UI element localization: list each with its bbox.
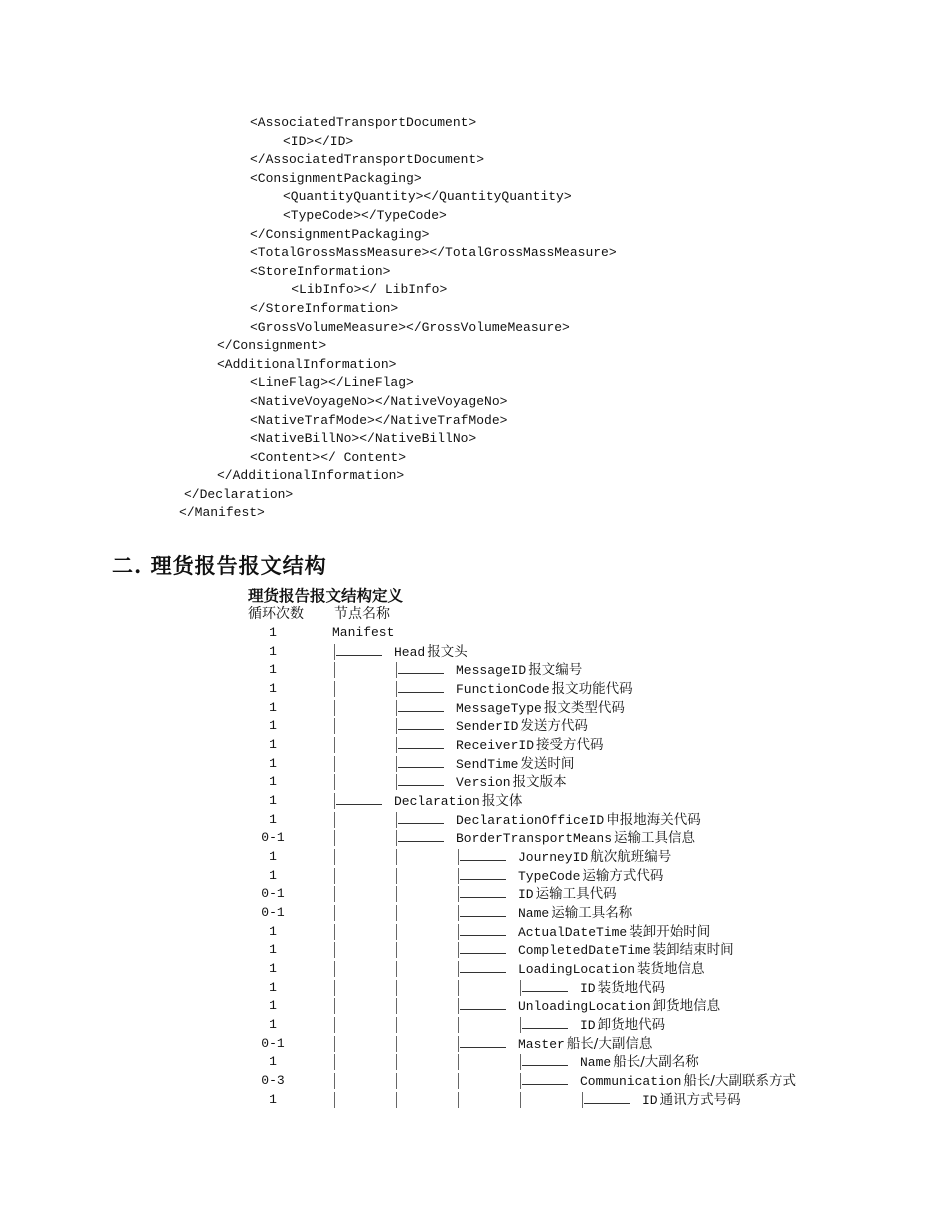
node-element-name: CompletedDateTime: [518, 943, 651, 959]
tree-branch-line: [458, 942, 459, 958]
tree-branch-line: [396, 1017, 397, 1033]
node-element-name: MessageID: [456, 663, 527, 679]
xml-line: [0, 151, 950, 170]
tree-branch-line: [520, 1017, 521, 1033]
tree-connector-line: [460, 972, 506, 973]
xml-line: [0, 263, 950, 282]
node-description: 运输方式代码: [582, 867, 664, 884]
loop-count: 1: [269, 718, 277, 734]
tree-branch-line: [334, 793, 335, 809]
node-description: 航次航班编号: [590, 849, 672, 866]
tree-branch-line: [458, 961, 459, 977]
node-description: 船长/大副联系方式: [683, 1073, 796, 1090]
tree-node: [518, 1035, 652, 1055]
tree-branch-line: [334, 886, 335, 902]
node-description: 船长/大副信息: [566, 1035, 653, 1052]
loop-count: 1: [269, 737, 277, 753]
tree-node: [456, 755, 574, 775]
tree-branch-line: [396, 924, 397, 940]
node-description: 卸货地信息: [652, 998, 721, 1015]
tree-branch-line: [458, 905, 459, 921]
tree-branch-line: [396, 1054, 397, 1070]
tree-branch-line: [520, 980, 521, 996]
structure-definition-title: 理货报告报文结构定义: [248, 586, 404, 605]
node-description: 报文功能代码: [551, 681, 633, 698]
tree-branch-line: [396, 774, 397, 790]
xml-line: [0, 374, 950, 393]
xml-line: [0, 244, 950, 263]
tree-node: [518, 960, 705, 980]
node-element-name: ReceiverID: [456, 738, 535, 754]
xml-line-text: </Manifest>: [179, 505, 265, 521]
tree-branch-line: [396, 905, 397, 921]
tree-node: [518, 867, 663, 887]
xml-line: [0, 281, 950, 300]
xml-line: [0, 412, 950, 431]
node-description: 运输工具名称: [551, 905, 633, 922]
tree-row: [0, 885, 950, 904]
tree-node: [456, 773, 567, 793]
node-description: 报文编号: [528, 662, 583, 679]
loop-count: 1: [269, 625, 277, 640]
loop-count: 1: [269, 961, 277, 977]
tree-row: [0, 661, 950, 680]
tree-branch-line: [396, 718, 397, 734]
node-element-name: Name: [518, 906, 550, 922]
xml-line-text: <ConsignmentPackaging>: [250, 170, 422, 186]
tree-node: [456, 661, 582, 681]
tree-branch-line: [520, 1054, 521, 1070]
tree-row: [0, 717, 950, 736]
tree-connector-line: [522, 991, 568, 992]
xml-line-text: <AssociatedTransportDocument>: [250, 115, 477, 130]
tree-branch-line: [396, 942, 397, 958]
tree-branch-line: [334, 737, 335, 753]
tree-branch-line: [458, 1054, 459, 1070]
loop-count: 0-3: [261, 1073, 285, 1089]
tree-connector-line: [336, 655, 382, 656]
tree-node: [456, 699, 625, 719]
node-description: 报文类型代码: [543, 699, 625, 716]
tree-row: [0, 792, 950, 811]
xml-line-text: </StoreInformation>: [250, 300, 399, 316]
tree-connector-line: [522, 1028, 568, 1029]
node-element-name: Head: [394, 644, 426, 660]
node-element-name: Manifest: [332, 625, 395, 640]
loop-count: 1: [269, 811, 277, 827]
tree-branch-line: [396, 1092, 397, 1108]
tree-node: [518, 904, 632, 924]
tree-connector-line: [336, 804, 382, 805]
node-element-name: MessageType: [456, 700, 542, 716]
node-description: 装卸结束时间: [652, 942, 734, 959]
loop-count: 1: [269, 793, 277, 809]
xml-line: [0, 430, 950, 449]
node-element-name: Version: [456, 775, 511, 791]
tree-row: [0, 960, 950, 979]
tree-row: [0, 923, 950, 942]
xml-line: [0, 207, 950, 226]
node-element-name: BorderTransportMeans: [456, 831, 613, 847]
tree-branch-line: [334, 756, 335, 772]
node-description: 卸货地代码: [597, 1017, 666, 1034]
tree-branch-line: [396, 737, 397, 753]
node-description: 报文版本: [512, 774, 567, 791]
xml-line: [0, 319, 950, 338]
tree-connector-line: [398, 673, 444, 674]
loop-count: 1: [269, 699, 277, 715]
tree-node: [518, 941, 734, 961]
tree-connector-line: [584, 1103, 630, 1104]
tree-connector-line: [460, 1047, 506, 1048]
node-name-header: 节点名称: [334, 607, 390, 622]
xml-line: [0, 188, 950, 207]
tree-branch-line: [458, 1036, 459, 1052]
tree-row: [0, 1035, 950, 1054]
xml-line: [0, 504, 950, 523]
node-description: 装货地代码: [597, 979, 666, 996]
node-description: 报文头: [427, 643, 468, 660]
node-description: 装卸开始时间: [629, 923, 711, 940]
xml-line: [0, 356, 950, 375]
loop-count: 1: [269, 1017, 277, 1033]
loop-count: 1: [269, 662, 277, 678]
node-element-name: FunctionCode: [456, 682, 550, 698]
xml-line-text: </AdditionalInformation>: [217, 468, 405, 484]
loop-count: 1: [269, 979, 277, 995]
tree-row: [0, 848, 950, 867]
xml-line-text: <QuantityQuantity></QuantityQuantity>: [283, 189, 572, 205]
xml-line-text: <NativeBillNo></NativeBillNo>: [250, 431, 477, 447]
tree-node: [456, 717, 588, 737]
tree-branch-line: [396, 662, 397, 678]
tree-node: [518, 848, 671, 868]
node-element-name: JourneyID: [518, 850, 589, 866]
xml-line: [0, 114, 950, 133]
xml-line: [0, 133, 950, 152]
tree-row: [0, 736, 950, 755]
xml-line-text: <StoreInformation>: [250, 263, 391, 279]
xml-line: [0, 449, 950, 468]
tree-branch-line: [396, 700, 397, 716]
xml-line-text: <TypeCode></TypeCode>: [283, 207, 447, 223]
tree-node: [518, 997, 720, 1017]
node-description: 发送时间: [520, 755, 575, 772]
tree-connector-line: [398, 711, 444, 712]
tree-branch-line: [334, 662, 335, 678]
tree-branch-line: [396, 812, 397, 828]
node-description: 申报地海关代码: [606, 811, 701, 828]
tree-connector-line: [460, 916, 506, 917]
loop-count: 1: [269, 774, 277, 790]
tree-connector-line: [460, 1009, 506, 1010]
node-element-name: SendTime: [456, 756, 519, 772]
tree-branch-line: [334, 1017, 335, 1033]
tree-branch-line: [396, 681, 397, 697]
loop-count: 1: [269, 998, 277, 1014]
xml-line-text: <TotalGrossMassMeasure></TotalGrossMassMeasure>: [250, 245, 617, 261]
xml-line: [0, 467, 950, 486]
xml-line-text: <LineFlag></LineFlag>: [250, 375, 414, 391]
tree-branch-line: [334, 942, 335, 958]
tree-branch-line: [458, 1073, 459, 1089]
node-element-name: ID: [642, 1092, 658, 1108]
loop-count-header: 循环次数: [248, 607, 304, 622]
node-element-name: TypeCode: [518, 868, 581, 884]
node-description: 运输工具代码: [535, 886, 617, 903]
xml-line-text: <GrossVolumeMeasure></GrossVolumeMeasure>: [250, 319, 570, 335]
tree-branch-line: [396, 1036, 397, 1052]
tree-row: [0, 867, 950, 886]
node-element-name: LoadingLocation: [518, 962, 636, 978]
node-description: 通讯方式号码: [659, 1091, 741, 1108]
node-description: 船长/大副名称: [613, 1054, 699, 1071]
tree-node: [456, 736, 604, 756]
tree-branch-line: [396, 998, 397, 1014]
xml-code-block: [0, 114, 950, 523]
message-structure-tree: [0, 624, 950, 1109]
loop-count: 1: [269, 849, 277, 865]
tree-branch-line: [396, 868, 397, 884]
node-element-name: UnloadingLocation: [518, 999, 651, 1015]
tree-row: [0, 811, 950, 830]
xml-line-text: <NativeVoyageNo></NativeVoyageNo>: [250, 393, 508, 409]
tree-branch-line: [334, 700, 335, 716]
tree-branch-line: [458, 886, 459, 902]
tree-branch-line: [582, 1092, 583, 1108]
loop-count: 1: [269, 643, 277, 659]
tree-branch-line: [458, 868, 459, 884]
xml-line-text: <AdditionalInformation>: [217, 356, 397, 372]
xml-line-text: </Consignment>: [217, 338, 327, 354]
loop-count: 0-1: [261, 886, 285, 902]
tree-branch-line: [334, 961, 335, 977]
tree-connector-line: [460, 860, 506, 861]
tree-row: [0, 624, 950, 643]
tree-row: [0, 773, 950, 792]
tree-row: [0, 997, 950, 1016]
tree-branch-line: [334, 924, 335, 940]
xml-line-text: </AssociatedTransportDocument>: [250, 152, 485, 168]
tree-row: [0, 643, 950, 662]
tree-row: [0, 1053, 950, 1072]
tree-branch-line: [334, 681, 335, 697]
tree-row: [0, 1091, 950, 1110]
tree-branch-line: [396, 886, 397, 902]
tree-row: [0, 699, 950, 718]
tree-branch-line: [458, 980, 459, 996]
tree-connector-line: [398, 748, 444, 749]
xml-line-text: <NativeTrafMode></NativeTrafMode>: [250, 412, 508, 428]
loop-count: 0-1: [261, 905, 285, 921]
tree-branch-line: [334, 868, 335, 884]
tree-connector-line: [398, 692, 444, 693]
xml-line: [0, 300, 950, 319]
loop-count: 1: [269, 923, 277, 939]
tree-connector-line: [398, 767, 444, 768]
tree-branch-line: [334, 1054, 335, 1070]
node-element-name: ID: [580, 980, 596, 996]
node-element-name: ID: [580, 1018, 596, 1034]
node-description: 装货地信息: [637, 961, 705, 978]
tree-connector-line: [398, 785, 444, 786]
tree-branch-line: [334, 830, 335, 846]
tree-branch-line: [334, 980, 335, 996]
tree-row: [0, 1072, 950, 1091]
tree-node: [456, 811, 701, 831]
tree-connector-line: [398, 729, 444, 730]
tree-branch-line: [458, 1017, 459, 1033]
xml-line-text: </Declaration>: [184, 486, 294, 502]
tree-branch-line: [396, 961, 397, 977]
tree-row: [0, 829, 950, 848]
loop-count: 1: [269, 1054, 277, 1070]
xml-line-text: </ConsignmentPackaging>: [250, 226, 430, 242]
tree-node: [580, 1053, 699, 1073]
xml-line-text: <ID></ID>: [283, 133, 354, 149]
node-element-name: ActualDateTime: [518, 924, 628, 940]
tree-branch-line: [334, 1036, 335, 1052]
tree-node: [518, 885, 617, 905]
tree-branch-line: [396, 830, 397, 846]
tree-branch-line: [520, 1092, 521, 1108]
tree-connector-line: [460, 897, 506, 898]
loop-count: 1: [269, 867, 277, 883]
node-description: 运输工具信息: [614, 830, 696, 847]
tree-branch-line: [396, 980, 397, 996]
tree-branch-line: [334, 812, 335, 828]
tree-branch-line: [334, 998, 335, 1014]
tree-node: [332, 624, 394, 643]
node-element-name: Name: [580, 1055, 612, 1071]
tree-node: [394, 792, 522, 812]
tree-branch-line: [334, 644, 335, 660]
tree-branch-line: [334, 1092, 335, 1108]
tree-column-headers: [0, 605, 950, 624]
tree-branch-line: [396, 1073, 397, 1089]
tree-branch-line: [458, 1092, 459, 1108]
loop-count: 1: [269, 681, 277, 697]
tree-node: [518, 923, 710, 943]
tree-row: [0, 755, 950, 774]
tree-row: [0, 941, 950, 960]
node-element-name: DeclarationOfficeID: [456, 812, 605, 828]
tree-node: [456, 680, 633, 700]
loop-count: 1: [269, 755, 277, 771]
tree-node: [394, 643, 468, 663]
tree-branch-line: [334, 849, 335, 865]
tree-node: [456, 829, 695, 849]
node-element-name: Declaration: [394, 794, 480, 810]
node-element-name: Master: [518, 1036, 565, 1052]
tree-branch-line: [334, 718, 335, 734]
section-heading: 二. 理货报告报文结构: [112, 553, 327, 578]
tree-row: [0, 680, 950, 699]
tree-connector-line: [522, 1084, 568, 1085]
tree-row: [0, 1016, 950, 1035]
tree-connector-line: [460, 953, 506, 954]
node-element-name: SenderID: [456, 719, 519, 735]
node-description: 接受方代码: [536, 737, 604, 754]
tree-row: [0, 979, 950, 998]
xml-line: [0, 226, 950, 245]
xml-line: [0, 170, 950, 189]
tree-node: [580, 1072, 796, 1092]
tree-branch-line: [334, 1073, 335, 1089]
xml-line: [0, 486, 950, 505]
xml-line: [0, 393, 950, 412]
tree-branch-line: [334, 905, 335, 921]
tree-branch-line: [396, 756, 397, 772]
node-element-name: Communication: [580, 1074, 682, 1090]
tree-branch-line: [520, 1073, 521, 1089]
tree-node: [642, 1091, 741, 1111]
tree-branch-line: [458, 998, 459, 1014]
tree-branch-line: [458, 849, 459, 865]
tree-connector-line: [398, 841, 444, 842]
xml-line-text: <Content></ Content>: [250, 449, 407, 465]
loop-count: 0-1: [261, 830, 285, 846]
tree-branch-line: [334, 774, 335, 790]
tree-node: [580, 979, 665, 999]
loop-count: 1: [269, 1091, 277, 1107]
node-description: 报文体: [481, 793, 523, 810]
xml-line: [0, 337, 950, 356]
tree-connector-line: [398, 823, 444, 824]
xml-line-text: <LibInfo></ LibInfo>: [291, 282, 448, 298]
tree-branch-line: [458, 924, 459, 940]
tree-branch-line: [396, 849, 397, 865]
loop-count: 0-1: [261, 1035, 285, 1051]
tree-node: [580, 1016, 665, 1036]
node-description: 发送方代码: [520, 718, 588, 735]
loop-count: 1: [269, 942, 277, 958]
tree-row: [0, 904, 950, 923]
tree-connector-line: [460, 879, 506, 880]
tree-connector-line: [522, 1065, 568, 1066]
node-element-name: ID: [518, 887, 534, 903]
tree-connector-line: [460, 935, 506, 936]
